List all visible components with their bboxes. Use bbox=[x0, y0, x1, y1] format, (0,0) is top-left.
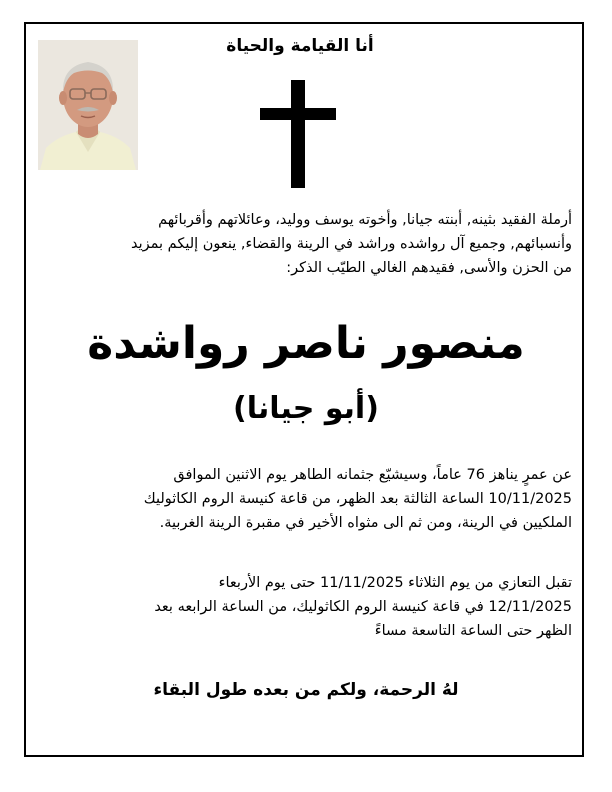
family-line: من الحزن والأسى, فقيدهم الغالي الطيّب الذكر: bbox=[286, 260, 572, 276]
funeral-details bbox=[40, 463, 572, 535]
condolence-line: الظهر حتى الساعة التاسعة مساءً bbox=[374, 623, 572, 639]
latin-cross-icon bbox=[260, 80, 336, 188]
portrait-image bbox=[38, 40, 138, 170]
condolence-details bbox=[40, 571, 572, 643]
deceased-name: منصور ناصر رواشدة bbox=[87, 318, 525, 369]
family-announcement bbox=[40, 208, 572, 280]
deceased-nickname: (أبو جيانا) bbox=[233, 391, 379, 426]
condolence-line: تقبل التعازي من يوم الثلاثاء 11/11/2025 حتى يوم الأربعاء bbox=[218, 575, 572, 591]
portrait-photo bbox=[38, 40, 138, 170]
header-verse: أنا القيامة والحياة bbox=[226, 36, 374, 56]
funeral-line: 10/11/2025 الساعة الثالثة بعد الظهر، من قاعة كنيسة الروم الكاثوليك bbox=[143, 491, 572, 507]
family-line: وأنسبائهم, وجميع آل رواشده وراشد في الرينة والقضاء, ينعون إليكم بمزيد bbox=[131, 236, 572, 252]
family-line: أرملة الفقيد بثينه, أبنته جيانا, وأخوته يوسف ووليد، وعائلاتهم وأقربائهم bbox=[158, 212, 572, 228]
condolence-line: 12/11/2025 في قاعة كنيسة الروم الكاثوليك، من الساعة الرابعه بعد bbox=[154, 599, 572, 615]
funeral-line: عن عمرٍ يناهز 76 عاماً، وسيشيّع جثمانه الطاهر يوم الاثنين الموافق bbox=[173, 467, 572, 483]
funeral-line: الملكيين في الرينة، ومن ثم الى مثواه الأخير في مقبرة الرينة الغربية. bbox=[159, 515, 572, 531]
closing-line: لهُ الرحمة، ولكم من بعده طول البقاء bbox=[153, 680, 459, 700]
